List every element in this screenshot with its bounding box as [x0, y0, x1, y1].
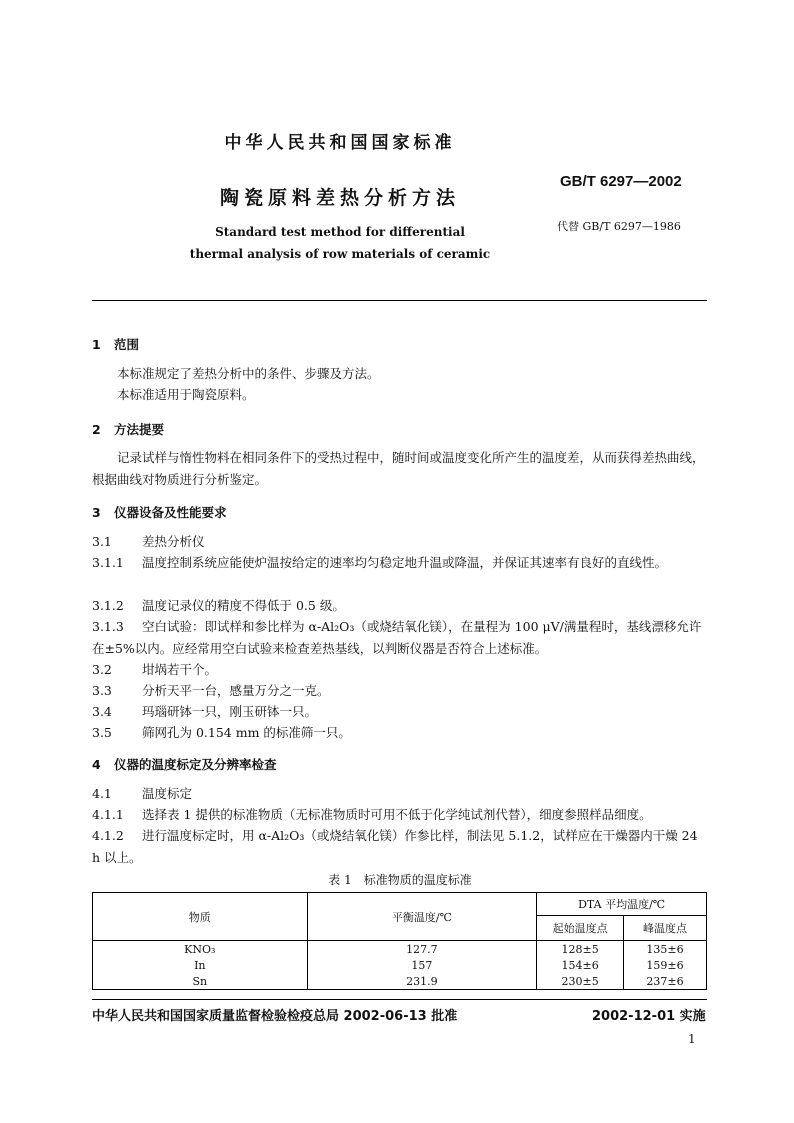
cell-onset: 230±5 — [537, 973, 624, 990]
table-row — [93, 941, 707, 958]
col-header-substance: 物质 — [93, 893, 308, 941]
clause-3-2 — [92, 659, 707, 681]
col-header-dta: DTA 平均温度/℃ — [537, 893, 707, 916]
english-title-line2: thermal analysis of row materials of ceramic — [189, 247, 491, 261]
clause-4-1-1 — [92, 804, 707, 826]
standard-category-title: 中华人民共和国国家标准 — [224, 133, 456, 153]
table-1-caption: 表 1 标准物质的温度标准 — [328, 873, 472, 887]
clause-3-1 — [92, 531, 707, 553]
clause-text: 分析天平一台，感量万分之一克。 — [142, 683, 330, 698]
clause-text: 坩埚若干个。 — [142, 662, 218, 677]
cell-peak: 159±6 — [624, 957, 707, 973]
section-1-para-2: 本标准适用于陶瓷原料。 — [117, 387, 255, 402]
section-4-heading — [92, 755, 277, 773]
clause-number: 3.1.2 — [92, 598, 124, 613]
clause-number: 4.1.1 — [92, 807, 124, 822]
cell-equilibrium: 231.9 — [307, 973, 537, 990]
col-header-peak: 峰温度点 — [624, 916, 707, 941]
table-1 — [92, 892, 707, 990]
clause-3-4 — [92, 701, 707, 723]
cell-substance: In — [93, 957, 308, 973]
clause-text: 温度控制系统应能使炉温按给定的速率均匀稳定地升温或降温，并保证其速率有良好的直线性。 — [142, 555, 668, 570]
section-3-heading — [92, 503, 227, 521]
section-1-para-1: 本标准规定了差热分析中的条件、步骤及方法。 — [117, 366, 380, 381]
footer-divider — [92, 999, 707, 1000]
cell-onset: 128±5 — [537, 941, 624, 958]
approval-note: 中华人民共和国国家质量监督检验检疫总局 2002-06-13 批准 — [92, 1009, 458, 1024]
clause-text: 选择表 1 提供的标准物质（无标准物质时可用不低于化学纯试剂代替），细度参照样品细度。 — [142, 807, 652, 822]
clause-number: 3.4 — [92, 704, 112, 719]
cell-substance: KNO₃ — [93, 941, 308, 958]
col-header-onset: 起始温度点 — [537, 916, 624, 941]
section-title: 仪器设备及性能要求 — [114, 505, 227, 520]
clause-4-1 — [92, 783, 707, 805]
clause-text: 温度记录仪的精度不得低于 0.5 级。 — [142, 598, 345, 613]
clause-3-5 — [92, 722, 707, 744]
clause-number: 3.1.3 — [92, 619, 124, 634]
cell-peak: 237±6 — [624, 973, 707, 990]
clause-number: 3.1 — [92, 534, 112, 549]
clause-text: 进行温度标定时，用 α-Al₂O₃（或烧结氧化镁）作参比样，制法见 5.1.2，试样应在干燥器内干燥 24 h 以上。 — [92, 828, 698, 865]
col-header-equilibrium: 平衡温度/℃ — [307, 893, 537, 941]
section-number: 2 — [92, 422, 101, 437]
header-divider — [92, 300, 707, 301]
english-title-line1: Standard test method for differential — [215, 225, 465, 239]
section-title: 仪器的温度标定及分辨率检查 — [114, 757, 277, 772]
replaces-note: 代替 GB/T 6297—1986 — [557, 220, 681, 233]
clause-number: 3.5 — [92, 725, 112, 740]
clause-3-3 — [92, 680, 707, 702]
clause-number: 3.1.1 — [92, 555, 124, 570]
clause-3-1-1 — [92, 552, 707, 574]
section-title: 范围 — [114, 337, 140, 352]
section-number: 3 — [92, 505, 101, 520]
clause-number: 3.2 — [92, 662, 112, 677]
section-number: 1 — [92, 337, 101, 352]
cell-equilibrium: 157 — [307, 957, 537, 973]
clause-number: 3.3 — [92, 683, 112, 698]
clause-text: 玛瑙研钵一只，刚玉研钵一只。 — [142, 704, 318, 719]
page-number: 1 — [688, 1032, 696, 1046]
section-number: 4 — [92, 757, 101, 772]
clause-number: 4.1 — [92, 786, 112, 801]
cell-onset: 154±6 — [537, 957, 624, 973]
section-2-para-1: 记录试样与惰性物料在相同条件下的受热过程中，随时间或温度变化所产生的温度差，从而获得差热曲线，根据曲线对物质进行分析鉴定。 — [92, 450, 705, 487]
clause-3-1-2 — [92, 595, 707, 617]
table-row — [93, 957, 707, 973]
document-title: 陶瓷原料差热分析方法 — [219, 187, 460, 209]
effective-date: 2002-12-01 实施 — [592, 1009, 706, 1024]
cell-peak: 135±6 — [624, 941, 707, 958]
cell-equilibrium: 127.7 — [307, 941, 537, 958]
section-title: 方法提要 — [114, 422, 165, 437]
clause-number: 4.1.2 — [92, 828, 124, 843]
clause-text: 差热分析仪 — [142, 534, 205, 549]
cell-substance: Sn — [93, 973, 308, 990]
clause-text: 温度标定 — [142, 786, 193, 801]
standard-code: GB/T 6297—2002 — [560, 173, 682, 190]
clause-text: 空白试验：即试样和参比样为 α-Al₂O₃（或烧结氧化镁），在量程为 100 μV/满量程时，基线漂移允许在±5%以内。应经常用空白试验来检查差热基线，以判断仪器是否符合上述标准。 — [92, 619, 702, 656]
clause-3-1-3 — [92, 616, 707, 660]
table-row — [93, 973, 707, 990]
clause-4-1-2 — [92, 825, 707, 869]
section-2-heading — [92, 420, 164, 438]
section-1-heading — [92, 335, 139, 353]
clause-text: 筛网孔为 0.154 mm 的标准筛一只。 — [142, 725, 351, 740]
